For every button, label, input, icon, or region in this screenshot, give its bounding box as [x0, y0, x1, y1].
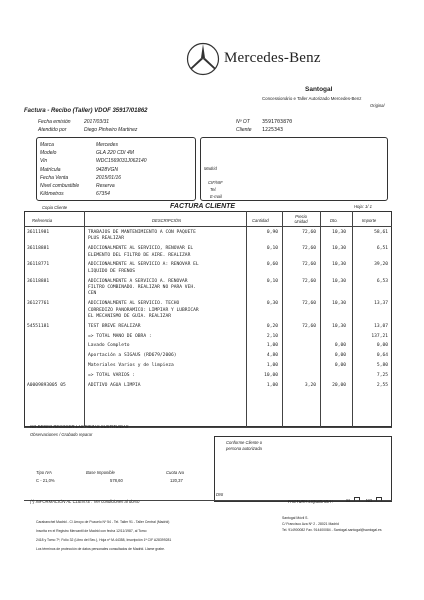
- address-line: C/ Francisco Aza Nº 2 - 28021 Madrid: [282, 522, 339, 526]
- cell-amount: 6,53: [376, 278, 388, 284]
- vehicle-label: Fecha Venta: [40, 174, 69, 181]
- no-collect-note: NO DESEO RECOGER LAS PIEZAS SUSTITUIDAS: [30, 424, 129, 429]
- remarks-label: Observaciones / Grabado reparar: [30, 432, 93, 437]
- table-row: [24, 301, 392, 322]
- col-amount: Importe: [362, 218, 377, 223]
- table-row: [24, 324, 392, 332]
- client-box: [200, 137, 388, 201]
- table-row: [24, 353, 392, 361]
- table-row: [24, 262, 392, 277]
- quota-value: 120,37: [170, 478, 183, 483]
- cell-desc: Lavado Completo: [88, 343, 130, 349]
- cell-ref: 54551181: [27, 323, 50, 329]
- cell-desc: ADITIVO AGUA LIMPIA: [88, 382, 141, 388]
- cell-ref: 36111981: [27, 230, 50, 235]
- paid-label: FACTURA LIQUIDADA :: [288, 499, 334, 504]
- cell-ref: 36127761: [27, 301, 50, 307]
- cell-disc: 20,00: [332, 382, 346, 388]
- paid-yes-label: SI: [346, 498, 350, 503]
- cell-qty: 2,10: [266, 333, 278, 339]
- cell-desc: => TOTAL VARIOS :: [88, 372, 136, 378]
- cell-qty: 1,00: [266, 363, 278, 368]
- client-copy-label: Copia Cliente: [42, 205, 68, 210]
- address-line: Santogal Móvil S.: [282, 516, 309, 520]
- client-value: 1225343: [262, 127, 284, 133]
- cell-desc: ADICIONALMENTE AL SERVICIO. TECHO: [88, 301, 180, 307]
- cell-desc: FILTRO COMBINADO. REALIZAR NO PARA VEH.: [88, 284, 196, 290]
- vehicle-label: Kilómetros: [40, 191, 64, 198]
- cell-desc: ADICIONALMENTE AL SERVICIO, RENOVAR EL: [88, 246, 194, 252]
- vehicle-value: 9428VGN: [96, 166, 118, 173]
- client-label: Cliente: [236, 127, 252, 133]
- cell-disc: 0,00: [334, 343, 346, 349]
- paid-yes-checkbox: [354, 497, 360, 502]
- table-row: [24, 383, 392, 391]
- cell-desc: CORREDIZO PANORAMICO: LIMPIAR Y LUBRICAR: [88, 307, 199, 313]
- paid-no-checkbox: [376, 497, 382, 502]
- mercedes-star-logo: [186, 42, 220, 76]
- customer-info-note: (*) INFORMACIÓN AL CLIENTE . Ver condiciones al dorso: [30, 499, 140, 504]
- cell-amount: 6,51: [376, 246, 388, 252]
- client-email: E-mail: [210, 194, 222, 199]
- col-disc: Dto.: [330, 218, 338, 223]
- table-row: [24, 343, 392, 351]
- table-row: [24, 230, 392, 245]
- vehicle-label: Marca: [40, 142, 54, 148]
- client-tel: Tel.: [210, 187, 217, 192]
- address-line: Inscrita en el Registro Mercantil de Madrid con fecha 12/11/1987, al Tomo: [36, 529, 147, 533]
- cell-qty: 10,00: [264, 372, 278, 378]
- cell-amount: 0,00: [376, 343, 388, 349]
- conforme-label-2: persona autorizada: [226, 446, 262, 451]
- vehicle-label: Matrícula: [40, 166, 61, 173]
- dealer-subtitle: Concessionário e Taller Autorizado Mercedes-Benz: [262, 96, 362, 101]
- vehicle-label: Modelo: [40, 150, 57, 157]
- cell-ref: 36118881: [27, 278, 50, 284]
- cell-amount: 2,55: [376, 382, 388, 388]
- cell-qty: 0,10: [266, 278, 278, 284]
- vehicle-value: WDC1569031J062140: [96, 158, 147, 165]
- base-value: 578,60: [110, 478, 123, 483]
- cell-qty: 0,10: [266, 246, 278, 252]
- brand-name: Mercedes-Benz: [224, 50, 321, 66]
- attended-label: Atendido por: [38, 127, 67, 133]
- ot-label: Nº OT: [236, 119, 250, 125]
- cell-desc: Aportación a SIGAUS (RD679/2006): [88, 353, 177, 359]
- col-desc: DESCRIPCIÓN: [152, 218, 182, 223]
- cell-disc: 10,30: [332, 278, 346, 284]
- client-cif: CIF/NIF: [208, 180, 223, 185]
- cell-price: 72,60: [302, 301, 316, 307]
- col-price: Precio Unidad: [294, 214, 308, 224]
- vehicle-label: Vin: [40, 158, 48, 165]
- vehicle-value: Reserva: [96, 183, 115, 189]
- page-label: Original: [370, 103, 385, 108]
- paid-no-label: NO: [366, 498, 373, 503]
- cell-amount: 13,07: [374, 323, 388, 329]
- dni-label: DNI: [216, 492, 224, 497]
- cell-price: 72,60: [302, 323, 316, 329]
- cell-amount: 13,37: [374, 301, 388, 307]
- cell-desc: ADICIONALMENTE AL SERVICIO A: RENOVAR EL: [88, 262, 199, 268]
- cell-disc: 10,30: [332, 301, 346, 307]
- cell-desc: => TOTAL MANO DE OBRA :: [88, 333, 152, 339]
- address-line: Carabanchel Madrid - C/ Arroyo de Pozuelo Nº 54 - Tel. Taller 91 - Taller Central (Madrid): [36, 520, 170, 524]
- ot-value: 3591703870: [262, 119, 293, 125]
- vehicle-value: Mercedes: [96, 142, 118, 148]
- cell-qty: 0,30: [266, 301, 278, 307]
- table-heading: FACTURA CLIENTE: [170, 203, 236, 210]
- cell-desc: CEN: [88, 291, 97, 297]
- address-line: Los términos de protección de datos personales consultados de Madrid. Llame grabe.: [36, 547, 165, 551]
- vehicle-label: Nivel combustible: [40, 183, 80, 189]
- table-row: [24, 363, 392, 371]
- table-row: [24, 246, 392, 261]
- cell-qty: 1,00: [266, 382, 278, 388]
- cell-price: 72,60: [302, 278, 316, 284]
- cell-disc: 10,30: [332, 230, 346, 235]
- vehicle-value: 2015/01/16: [96, 174, 122, 181]
- cell-qty: 0,90: [266, 230, 278, 235]
- cell-qty: 4,80: [266, 353, 278, 359]
- cell-desc: ADICIONALMENTE A SERVICIO A. RENOVAR: [88, 278, 188, 284]
- cell-disc: 0,00: [334, 363, 346, 368]
- col-qty: Cantidad: [252, 218, 269, 223]
- vat-type-label: Tipo IVA: [36, 470, 52, 475]
- cell-desc: Materiales Varios y de limpieza: [88, 363, 174, 368]
- cell-amount: 0,64: [376, 353, 388, 359]
- cell-amount: 58,61: [374, 230, 388, 235]
- cell-desc: LIQUIDO DE FRENOS: [88, 268, 136, 274]
- conforme-label: Conforme Cliente o: [226, 440, 263, 445]
- cell-price: 72,60: [302, 262, 316, 268]
- table-page: Hoja: 1/ 1: [354, 204, 372, 209]
- quota-label: Cuota Iva: [166, 470, 184, 475]
- cell-qty: 0,60: [266, 262, 278, 268]
- cell-disc: 10,30: [332, 262, 346, 268]
- cell-disc: 0,00: [334, 353, 346, 359]
- cell-price: 72,60: [302, 246, 316, 252]
- cell-desc: TEST BREVE REALIZAR: [88, 323, 141, 329]
- cell-disc: 10,30: [332, 323, 346, 329]
- cell-amount: 137,21: [371, 333, 388, 339]
- cell-amount: 7,25: [376, 372, 388, 378]
- vehicle-value: 67354: [96, 191, 110, 198]
- cell-desc: PLUS REALIZAR: [88, 236, 124, 242]
- base-label: Base Imponible: [86, 470, 115, 475]
- cell-amount: 39,20: [374, 262, 388, 268]
- cell-qty: 0,20: [266, 323, 278, 329]
- vehicle-value: GLA 220 CDI 4M: [96, 150, 134, 157]
- table-row: [24, 373, 392, 381]
- col-ref: Referencia: [32, 218, 53, 223]
- address-line: 2418 y Tomo 7ª, Folio 32 (Libro del Sec.), Hoja nº M-44358, Inscripción 1ª CIF A28399281: [36, 538, 172, 542]
- cell-amount: 5,80: [376, 363, 388, 368]
- date-label: Fecha emisión: [38, 119, 71, 125]
- invoice-title: Factura - Recibo (Taller) VDOF 35917/01862: [24, 108, 148, 114]
- dealer-name: Santogal: [305, 86, 333, 93]
- table-row: [24, 279, 392, 300]
- table-row: [24, 334, 392, 342]
- cell-disc: 10,30: [332, 246, 346, 252]
- client-city: Madrid: [204, 166, 217, 171]
- cell-price: 3,20: [304, 382, 316, 388]
- attended-value: Diego Pinheiro Martinez: [84, 127, 138, 133]
- address-line: Tel. 914900082 Fax. 914400084 - Santogal.santogal@santogal.es: [282, 528, 382, 532]
- cell-price: 72,60: [302, 230, 316, 235]
- cell-ref: 36118771: [27, 262, 50, 268]
- date-value: 2017/03/31: [84, 119, 110, 125]
- cell-ref: 36118881: [27, 246, 50, 252]
- cell-ref: A0009893005 05: [27, 382, 66, 388]
- vat-type-value: C - 21,0%: [36, 478, 55, 483]
- cell-qty: 1,00: [266, 343, 278, 349]
- cell-desc: ELEMENTO DEL FILTRO DE AIRE. REALIZAR: [88, 252, 191, 258]
- cell-desc: EL MECANISMO DE GUIA. REALIZAR: [88, 313, 171, 319]
- cell-desc: TRABAJOS DE MANTENIMIENTO A CON PAQUETE: [88, 230, 196, 235]
